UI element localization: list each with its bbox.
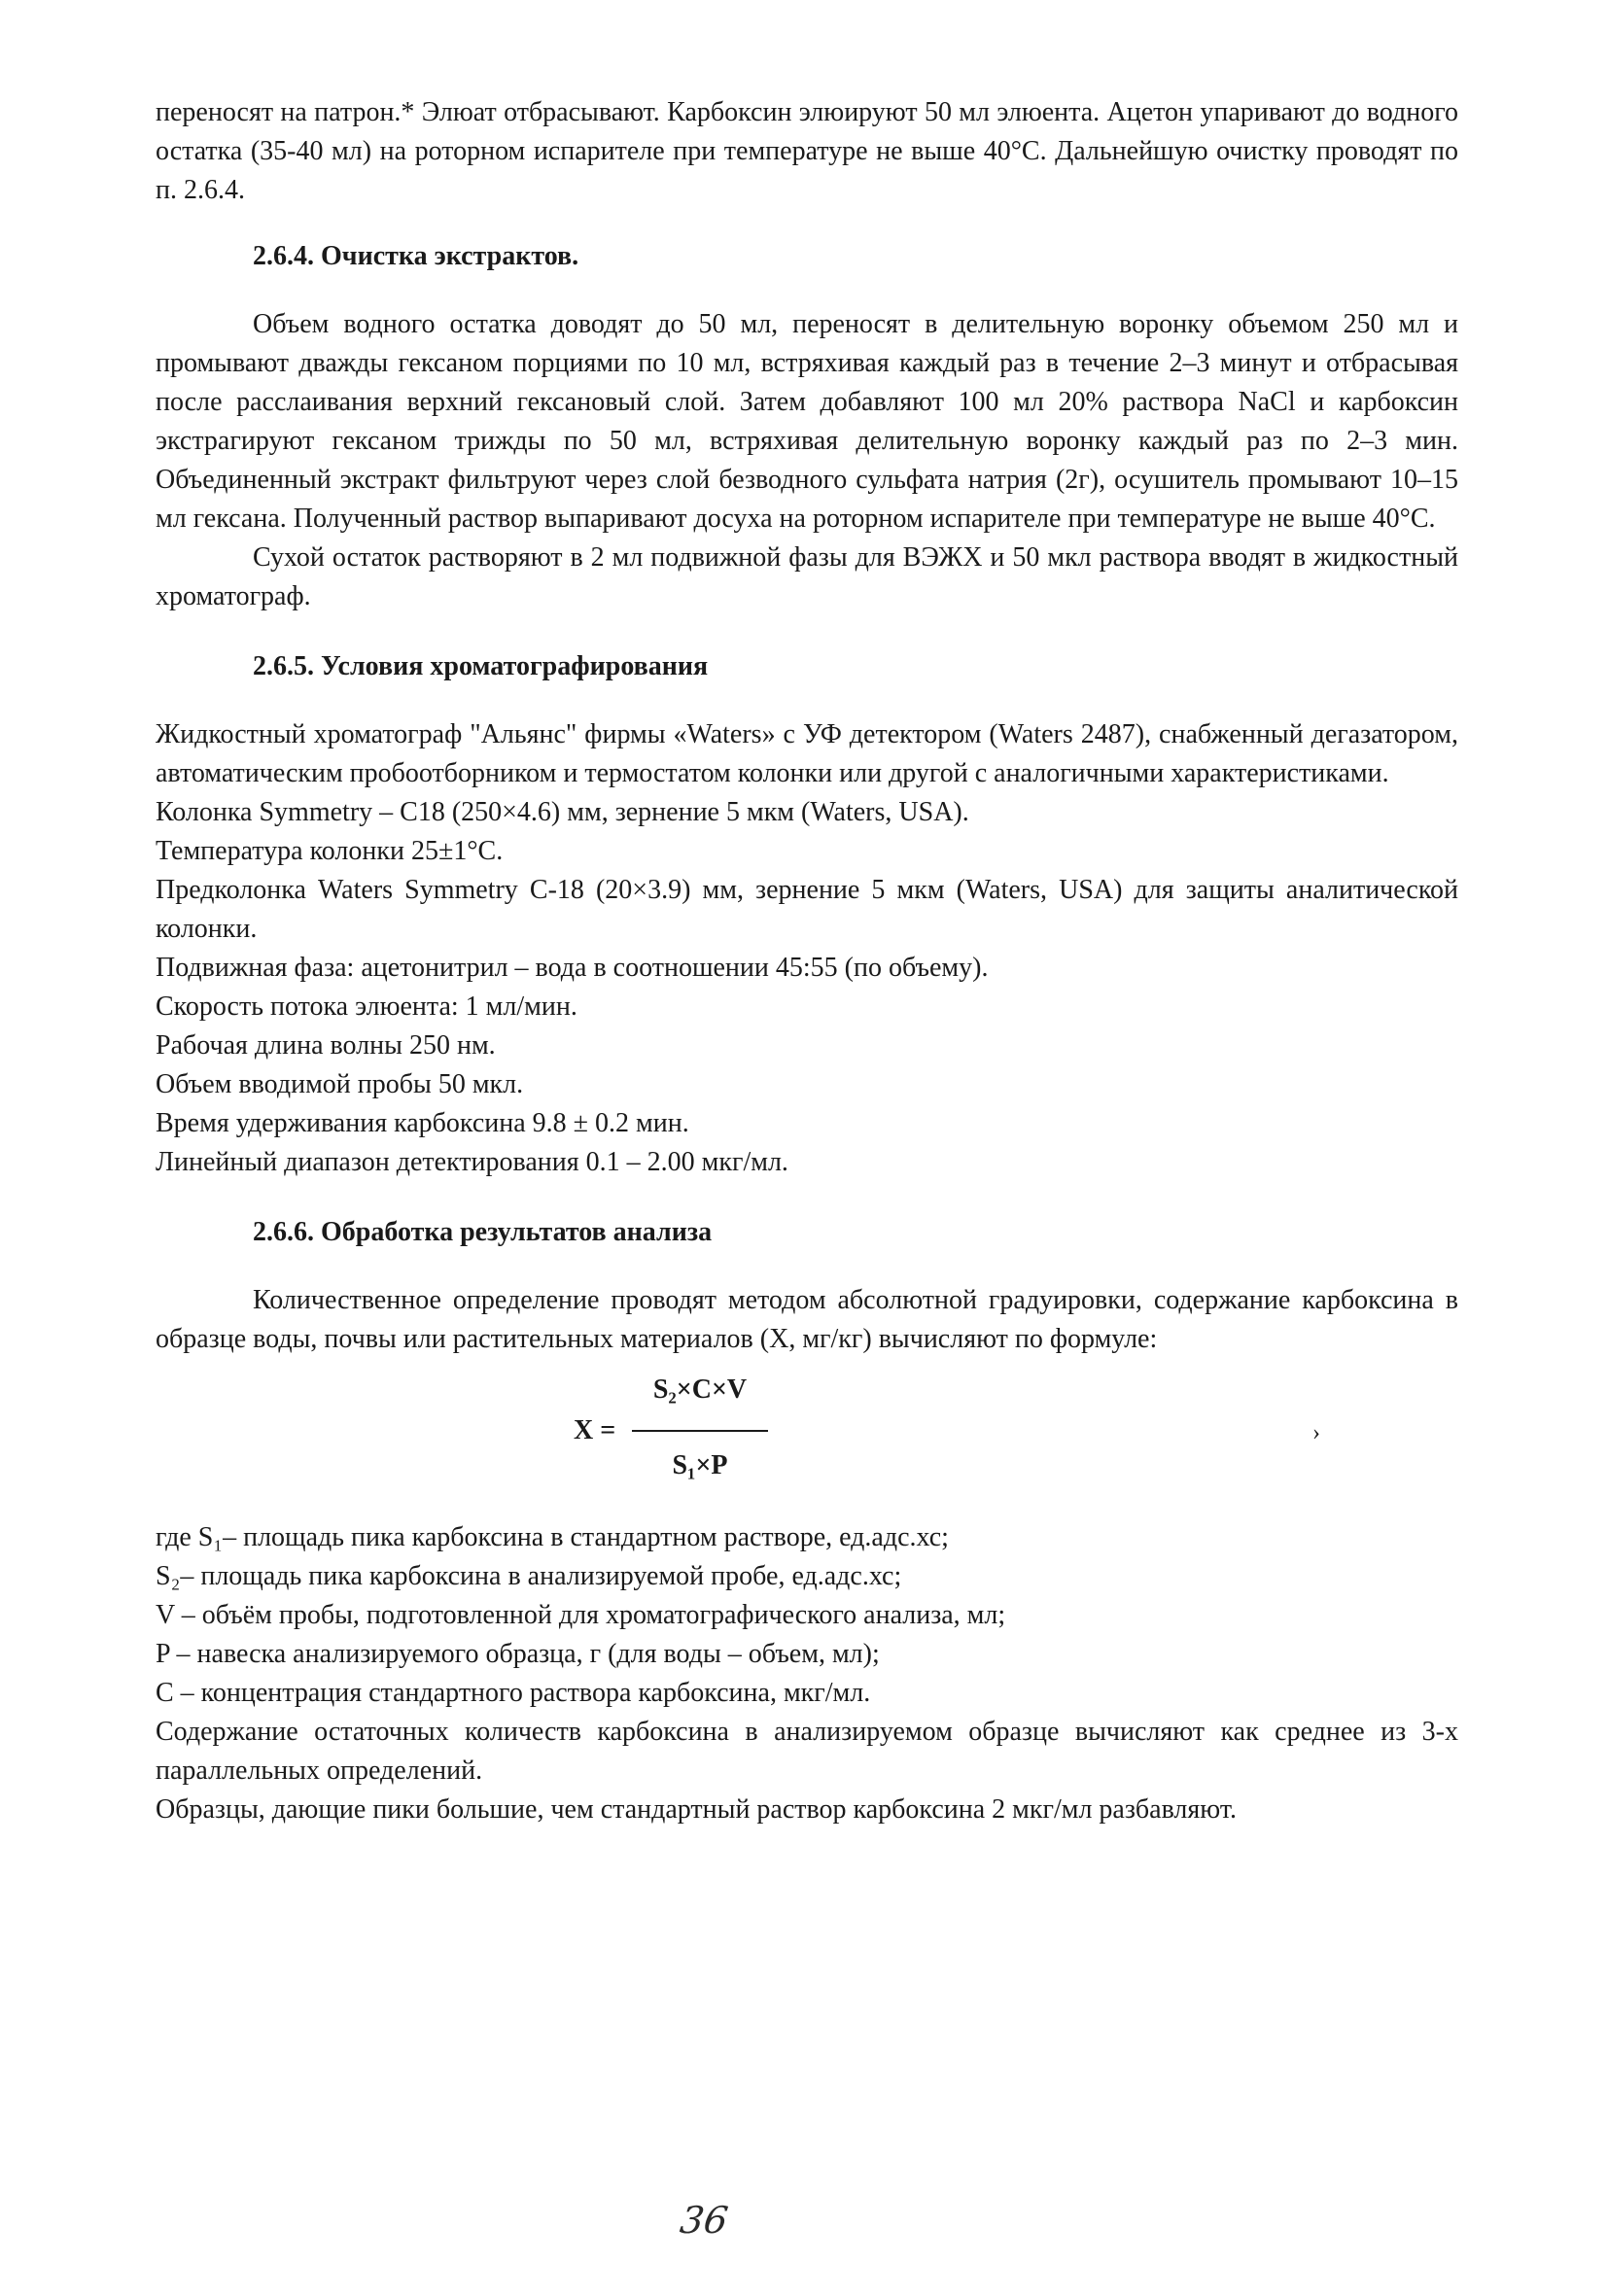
page-number: 36 <box>677 2199 731 2242</box>
page-content <box>156 93 1458 1829</box>
condition-line: Рабочая длина волны 250 нм. <box>156 1030 496 1061</box>
formula-lhs: X = <box>574 1415 616 1445</box>
chromatography-conditions-list <box>156 715 1458 1182</box>
stray-mark: › <box>1312 1420 1320 1445</box>
cleanup-paragraph-2: Сухой остаток растворяют в 2 мл подвижной фазы для ВЭЖХ и 50 мкл раствора вводят в жидкостный хроматограф. <box>156 542 1458 611</box>
formula <box>156 1371 1458 1497</box>
definition-line: V – объём пробы, подготовленной для хроматографического анализа, мл; <box>156 1600 1006 1630</box>
calculation-paragraph: Количественное определение проводят методом абсолютной градуировки, содержание карбоксина в образце воды, почвы или растительных материалов (X, мг/кг) вычисляют по формуле: <box>156 1285 1458 1354</box>
formula-denominator: S₁×P <box>672 1450 728 1480</box>
condition-line: Скорость потока элюента: 1 мл/мин. <box>156 991 577 1022</box>
definition-line: С – концентрация стандартного раствора карбоксина, мкг/мл. <box>156 1678 871 1708</box>
section-heading-2-6-6: 2.6.6. Обработка результатов анализа <box>253 1217 713 1247</box>
condition-line: Предколонка Waters Symmetry C-18 (20×3.9) мм, зернение 5 мкм (Waters, USA) для защиты аналитической колонки. <box>156 875 1458 944</box>
fraction-bar <box>632 1430 768 1432</box>
section-heading-2-6-4: 2.6.4. Очистка экстрактов. <box>253 241 579 271</box>
intro-paragraph: переносят на патрон.* Элюат отбрасывают. Карбоксин элюируют 50 мл элюента. Ацетон упаривают до водного остатка (35-40 мл) на роторном испарителе при температуре не выше 40°С. Дальнейшую очистку проводят по п. 2.6.4. <box>156 97 1458 205</box>
variable-definitions <box>156 1518 1458 1713</box>
condition-line: Колонка Symmetry – C18 (250×4.6) мм, зернение 5 мкм (Waters, USA). <box>156 797 969 827</box>
condition-line: Время удерживания карбоксина 9.8 ± 0.2 мин. <box>156 1108 689 1138</box>
condition-line: Линейный диапазон детектирования 0.1 – 2.00 мкг/мл. <box>156 1147 788 1177</box>
cleanup-paragraph-1: Объем водного остатка доводят до 50 мл, переносят в делительную воронку объемом 250 мл и промывают дважды гексаном порциями по 10 мл, встряхивая каждый раз в течение 2–3 минут и отбрасывая после расслаивания верхний гексановый слой. Затем добавляют 100 мл 20% раствора NaCl и карбоксин экстрагируют гексаном трижды по 50 мл, встряхивая делительную воронку каждый раз по 2–3 мин. Объединенный экстракт фильтруют через слой безводного сульфата натрия (2г), осушитель промывают 10–15 мл гексана. Полученный раствор выпаривают досуха на роторном испарителе при температуре не выше 40°С. <box>156 309 1458 534</box>
closing-paragraph-2: Образцы, дающие пики большие, чем стандартный раствор карбоксина 2 мкг/мл разбавляют. <box>156 1794 1237 1825</box>
condition-line: Объем вводимой пробы 50 мкл. <box>156 1069 524 1099</box>
condition-line: Подвижная фаза: ацетонитрил – вода в соотношении 45:55 (по объему). <box>156 953 989 983</box>
section-heading-2-6-5: 2.6.5. Условия хроматографирования <box>253 651 709 681</box>
definition-line: S₂– площадь пика карбоксина в анализируемой пробе, ед.адс.хс; <box>156 1561 902 1591</box>
definition-line: P – навеска анализируемого образца, г (для воды – объем, мл); <box>156 1639 880 1669</box>
condition-line: Жидкостный хроматограф "Альянс" фирмы «Waters» с УФ детектором (Waters 2487), снабженный дегазатором, автоматическим пробоотборником и термостатом колонки или другой с аналогичными характеристиками. <box>156 719 1458 788</box>
formula-numerator: S₂×C×V <box>652 1374 748 1405</box>
closing-paragraph-1: Содержание остаточных количеств карбоксина в анализируемом образце вычисляют как среднее из 3-х параллельных определений. <box>156 1717 1458 1786</box>
definition-line: где S₁– площадь пика карбоксина в стандартном растворе, ед.адс.хс; <box>156 1522 949 1552</box>
condition-line: Температура колонки 25±1°С. <box>156 836 504 866</box>
